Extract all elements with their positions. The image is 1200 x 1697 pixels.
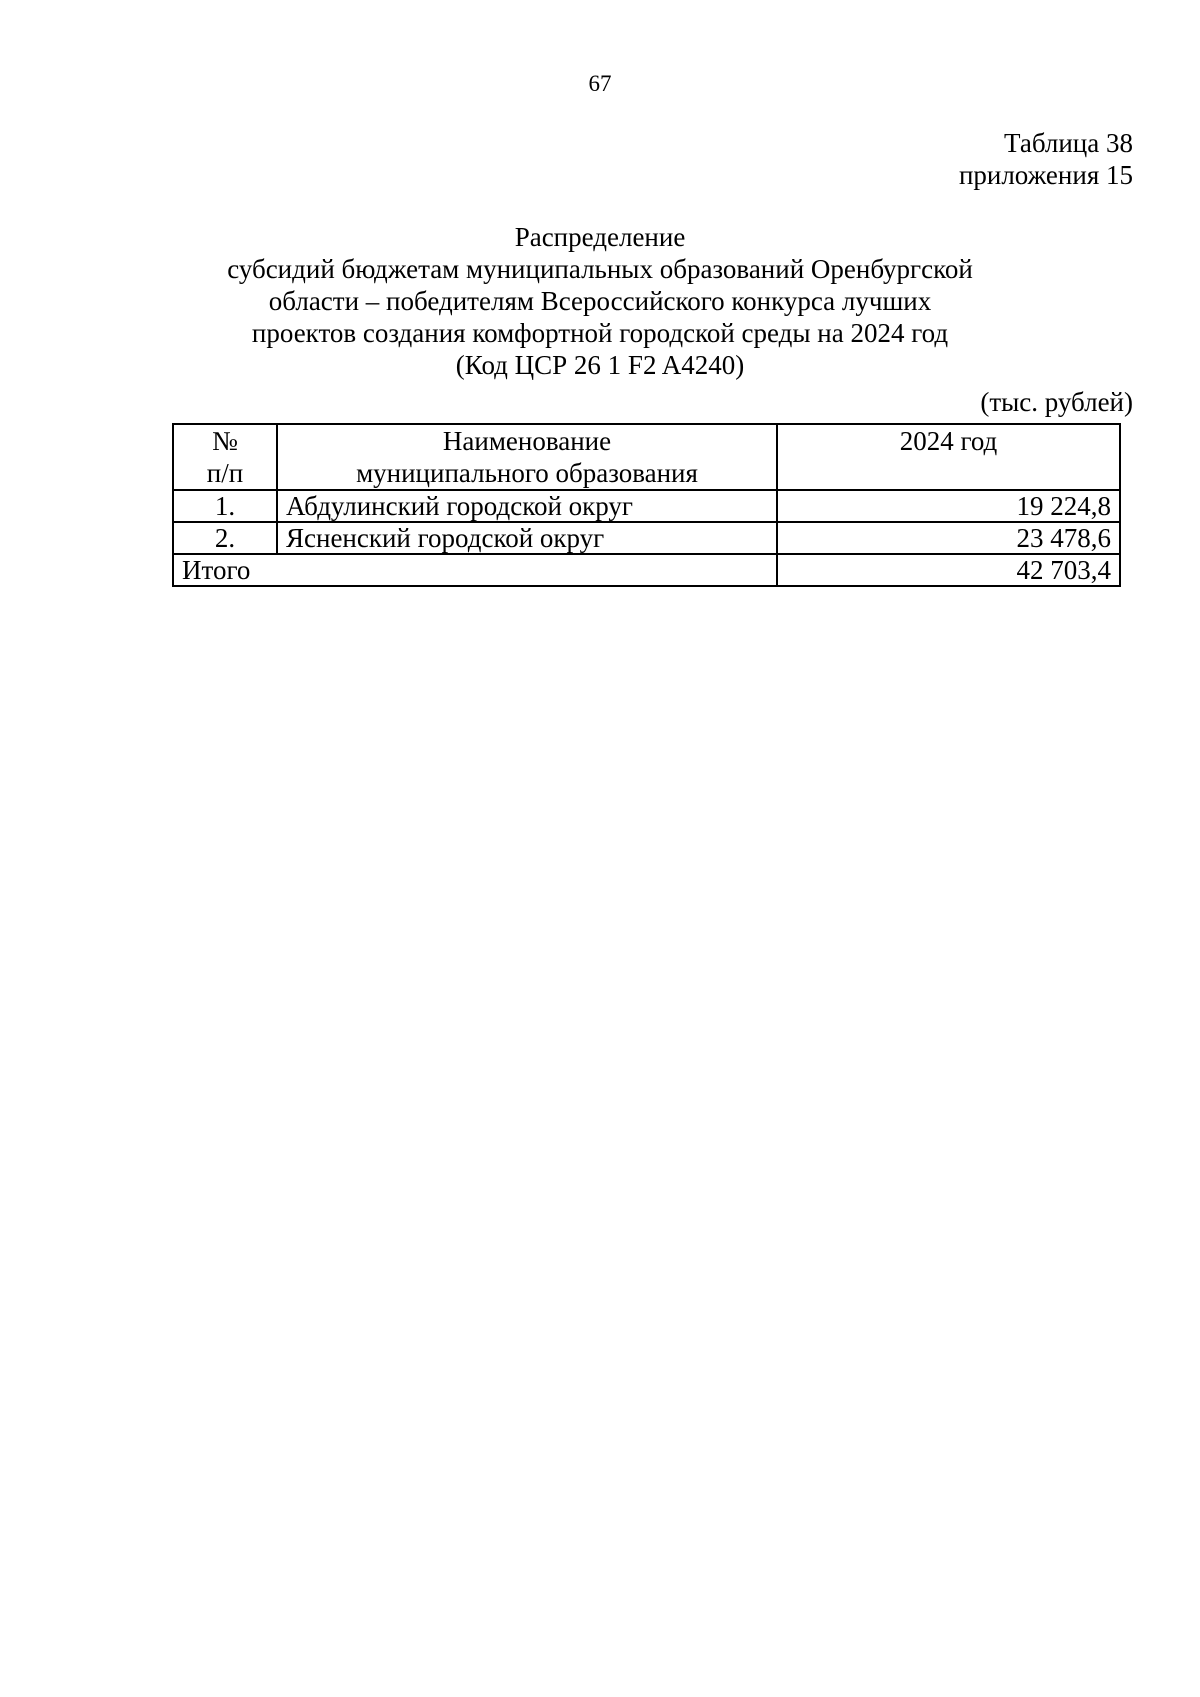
total-label: Итого bbox=[173, 554, 777, 586]
title-line-5: (Код ЦСР 26 1 F2 A4240) bbox=[455, 350, 745, 380]
header-number-line-2: п/п bbox=[206, 458, 244, 488]
total-amount: 42 703,4 bbox=[777, 554, 1120, 586]
header-name-line-1: Наименование bbox=[442, 426, 612, 456]
page-number: 67 bbox=[588, 71, 612, 96]
header-number bbox=[173, 424, 277, 490]
title-line-1: Распределение bbox=[514, 222, 686, 252]
table-total-row bbox=[173, 554, 1120, 586]
header-year bbox=[777, 424, 1120, 490]
header-name bbox=[277, 424, 777, 490]
table-row bbox=[173, 522, 1120, 554]
table-reference-appendix: приложения 15 bbox=[958, 160, 1133, 190]
header-number-line-1: № bbox=[212, 426, 238, 456]
row-municipality: Абдулинский городской округ bbox=[277, 490, 777, 522]
row-number: 2. bbox=[173, 522, 277, 554]
table-reference bbox=[959, 128, 1133, 192]
table-reference-number: Таблица 38 bbox=[1004, 128, 1133, 158]
header-name-line-2: муниципального образования bbox=[356, 458, 698, 488]
row-municipality: Ясненский городской округ bbox=[277, 522, 777, 554]
row-amount: 19 224,8 bbox=[777, 490, 1120, 522]
table-row bbox=[173, 490, 1120, 522]
row-number: 1. bbox=[173, 490, 277, 522]
header-year-label: 2024 год bbox=[899, 426, 998, 456]
table-header-row bbox=[173, 424, 1120, 490]
units-label: (тыс. рублей) bbox=[980, 387, 1133, 417]
row-amount: 23 478,6 bbox=[777, 522, 1120, 554]
title-line-3: области – победителям Всероссийского конкурса лучших bbox=[268, 286, 932, 316]
subsidy-table bbox=[172, 423, 1121, 587]
document-title bbox=[150, 222, 1050, 382]
title-line-4: проектов создания комфортной городской среды на 2024 год bbox=[251, 318, 949, 348]
title-line-2: субсидий бюджетам муниципальных образований Оренбургской bbox=[227, 254, 973, 284]
